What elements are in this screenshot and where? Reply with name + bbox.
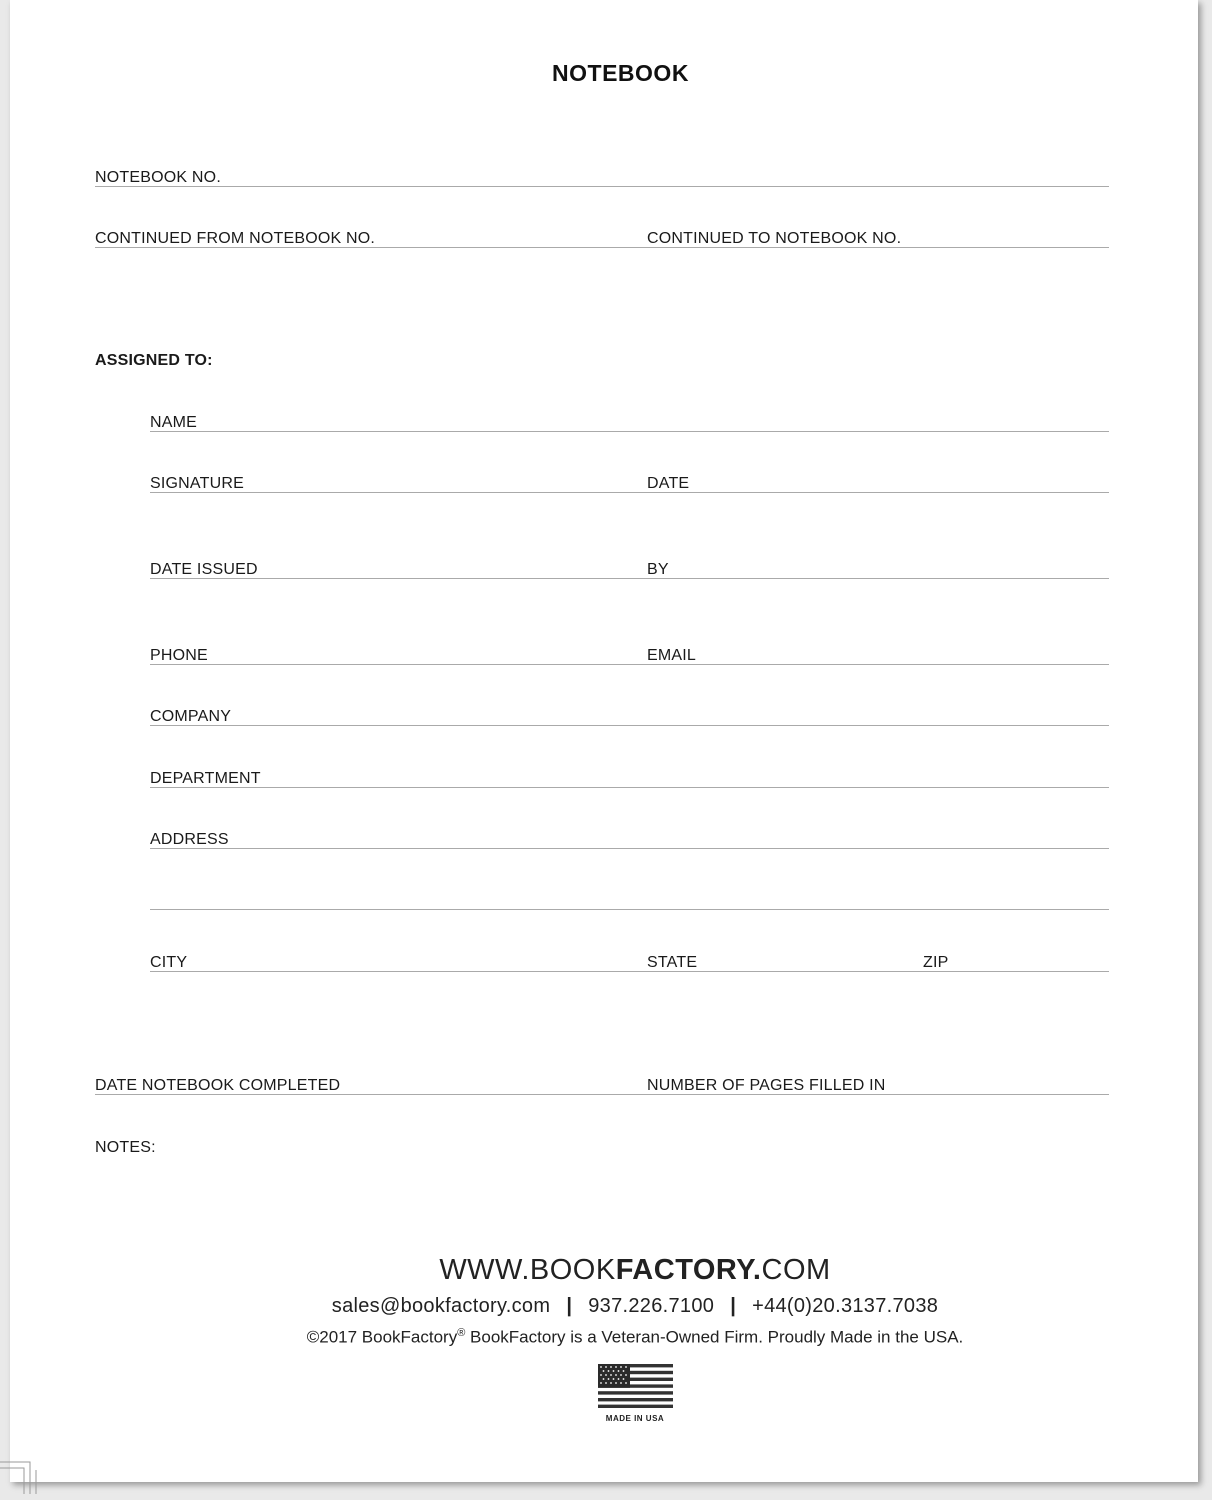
made-in-usa-label: MADE IN USA [605,1414,665,1423]
pages-filled-label: NUMBER OF PAGES FILLED IN [647,1077,886,1094]
city-label: CITY [150,954,188,971]
date-issued-label: DATE ISSUED [150,561,258,578]
zip-label: ZIP [923,954,949,971]
footer-website [0,1254,1212,1287]
by-field[interactable] [647,556,1109,579]
footer-url-suffix: COM [761,1254,831,1286]
corner-crop-mark-icon [0,1458,42,1496]
state-label: STATE [647,954,698,971]
footer-contact-line [0,1295,1212,1318]
by-label: BY [647,561,669,578]
address-label: ADDRESS [150,831,229,848]
address-field[interactable] [150,826,1109,849]
phone-field[interactable] [150,642,648,665]
page-title: NOTEBOOK [552,60,689,86]
state-field[interactable] [647,949,924,972]
us-flag-icon [598,1364,673,1408]
notebook-form-page [10,0,1198,1482]
date-field[interactable] [647,470,1109,493]
name-field[interactable] [150,409,1109,432]
continued-from-field[interactable] [95,225,648,248]
email-field[interactable] [647,642,1109,665]
footer-email: sales@bookfactory.com [331,1295,551,1317]
date-issued-field[interactable] [150,556,648,579]
footer-url-prefix: WWW.BOOK [439,1254,616,1286]
department-label: DEPARTMENT [150,770,261,787]
notebook-no-field[interactable] [95,164,1109,187]
notebook-no-label: NOTEBOOK NO. [95,169,221,186]
name-label: NAME [150,414,198,431]
email-label: EMAIL [647,647,697,664]
address-line-2[interactable] [150,909,1109,910]
footer-copyright [0,1327,1212,1348]
continued-to-label: CONTINUED TO NOTEBOOK NO. [647,230,902,247]
assigned-to-heading: ASSIGNED TO: [95,352,213,369]
date-label: DATE [647,475,690,492]
copyright-suffix: BookFactory is a Veteran-Owned Firm. Proudly Made in the USA. [465,1327,964,1347]
pages-filled-field[interactable] [647,1072,1109,1095]
city-field[interactable] [150,949,648,972]
signature-field[interactable] [150,470,648,493]
copyright-prefix: ©2017 BookFactory [306,1327,458,1347]
continued-from-label: CONTINUED FROM NOTEBOOK NO. [95,230,376,247]
continued-to-field[interactable] [647,225,1109,248]
phone-label: PHONE [150,647,208,664]
zip-field[interactable] [923,949,1109,972]
signature-label: SIGNATURE [150,475,244,492]
registered-mark: ® [457,1327,466,1339]
notes-label: NOTES: [95,1139,156,1156]
footer-separator-1: | [566,1295,573,1317]
department-field[interactable] [150,765,1109,788]
footer-intl-phone: +44(0)20.3137.7038 [752,1295,939,1317]
footer-phone: 937.226.7100 [588,1295,715,1317]
footer-url-bold: FACTORY. [615,1254,762,1286]
footer-separator-2: | [730,1295,737,1317]
company-field[interactable] [150,703,1109,726]
company-label: COMPANY [150,708,232,725]
date-completed-field[interactable] [95,1072,648,1095]
date-completed-label: DATE NOTEBOOK COMPLETED [95,1077,341,1094]
